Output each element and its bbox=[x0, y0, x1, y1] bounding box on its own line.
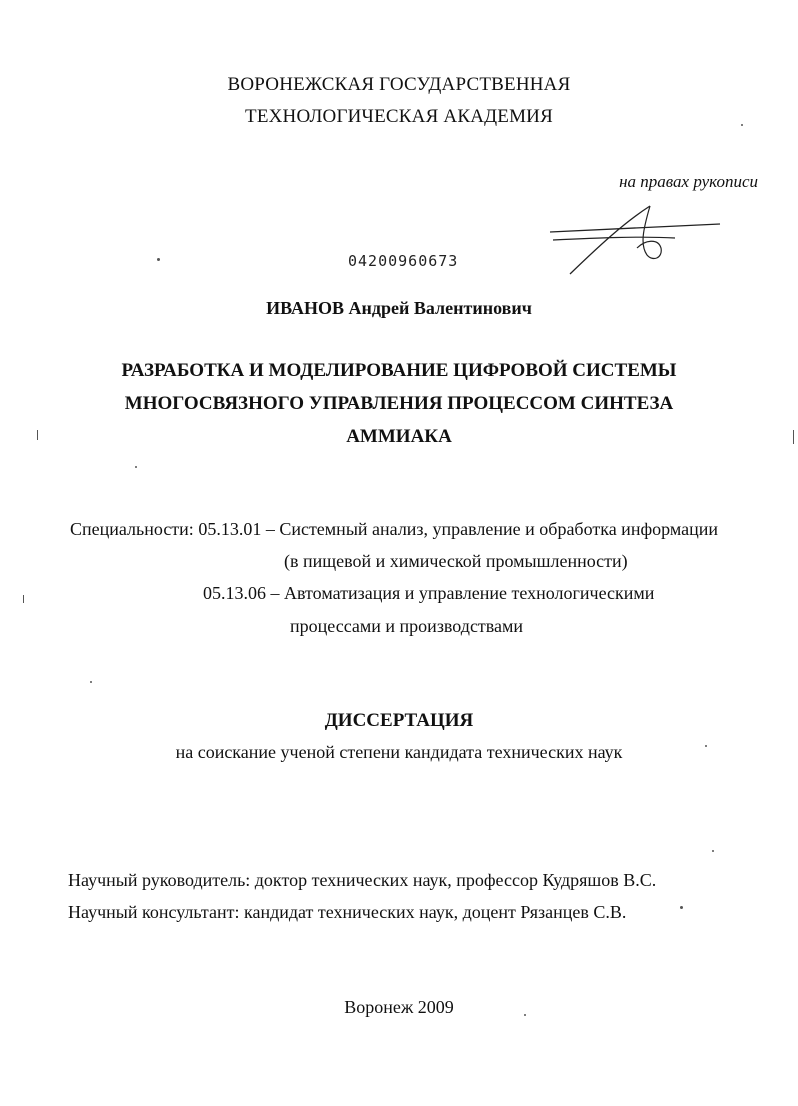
scan-speck bbox=[793, 430, 794, 444]
scan-speck bbox=[23, 595, 24, 603]
city-year: Воронеж 2009 bbox=[344, 997, 454, 1017]
document-type: ДИССЕРТАЦИЯ bbox=[324, 710, 474, 731]
specialty-1-line-2: (в пищевой и химической промышленности) bbox=[284, 551, 628, 571]
scientific-consultant: Научный консультант: кандидат технических наук, доцент Рязанцев С.В. bbox=[68, 902, 627, 922]
scan-speck bbox=[705, 745, 707, 747]
title-line-1: РАЗРАБОТКА И МОДЕЛИРОВАНИЕ ЦИФРОВОЙ СИСТЕМЫ bbox=[121, 360, 677, 381]
degree-line: на соискание ученой степени кандидата технических наук bbox=[175, 742, 623, 762]
author-name bbox=[0, 298, 798, 319]
catalog-number: 04200960673 bbox=[348, 252, 459, 270]
scan-speck bbox=[524, 1014, 526, 1016]
scan-speck bbox=[741, 124, 743, 126]
scan-speck bbox=[37, 430, 38, 440]
scan-speck bbox=[90, 681, 92, 683]
scan-speck bbox=[157, 258, 160, 261]
specialties-label: Специальности: bbox=[70, 519, 194, 539]
specialties-first-line bbox=[70, 519, 718, 540]
scan-speck bbox=[135, 466, 137, 468]
institution-line-2: ТЕХНОЛОГИЧЕСКАЯ АКАДЕМИЯ bbox=[245, 106, 553, 127]
scan-speck bbox=[712, 850, 714, 852]
title-line-2: МНОГОСВЯЗНОГО УПРАВЛЕНИЯ ПРОЦЕССОМ СИНТЕЗА bbox=[124, 393, 674, 414]
specialty-2-line-1: 05.13.06 – Автоматизация и управление технологическими bbox=[203, 583, 655, 603]
author-given-names: Андрей Валентинович bbox=[348, 298, 532, 318]
scan-speck bbox=[680, 906, 683, 909]
specialty-1-line-1: 05.13.01 – Системный анализ, управление и обработка информации bbox=[198, 519, 718, 539]
author-surname: ИВАНОВ bbox=[266, 298, 345, 318]
manuscript-note: на правах рукописи bbox=[619, 172, 758, 191]
institution-line-1: ВОРОНЕЖСКАЯ ГОСУДАРСТВЕННАЯ bbox=[227, 74, 571, 95]
signature bbox=[545, 200, 725, 282]
specialty-2-line-2: процессами и производствами bbox=[290, 616, 524, 636]
title-line-3: АММИАКА bbox=[346, 426, 452, 447]
scientific-advisor: Научный руководитель: доктор технических наук, профессор Кудряшов В.С. bbox=[68, 870, 657, 890]
